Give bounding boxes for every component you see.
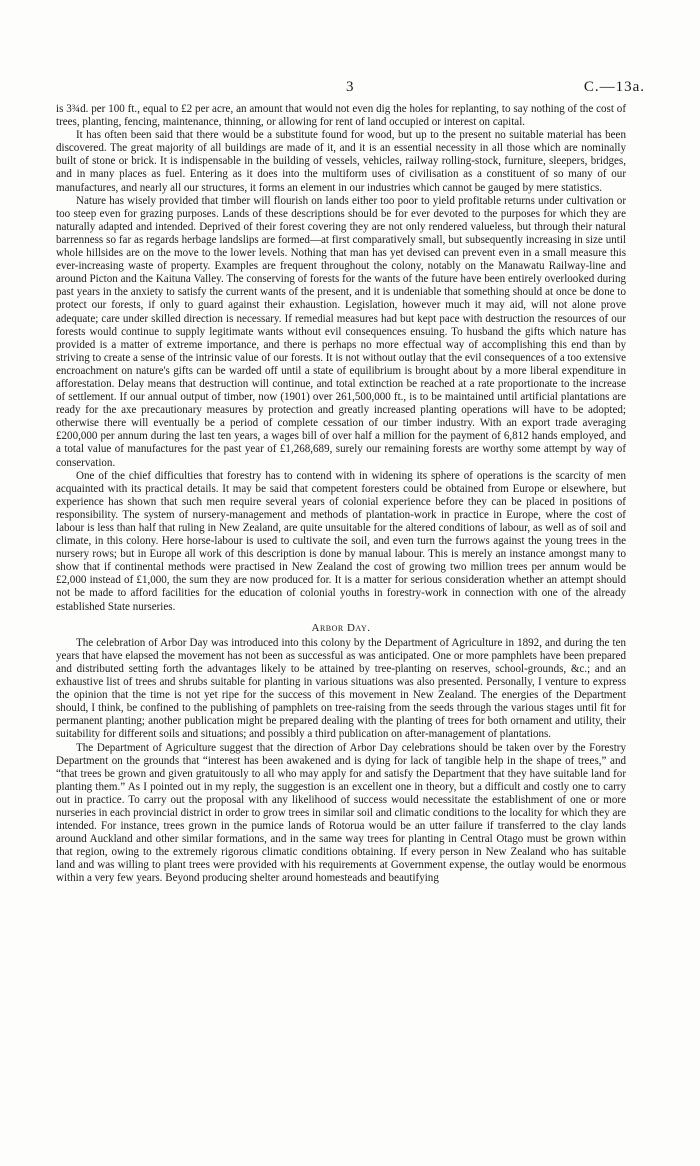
section-heading: Arbor Day. xyxy=(311,621,371,634)
paragraph: The Department of Agriculture suggest that the direction of Arbor Day celebrations should be taken over by the Forestry Department on the grounds that “interest has been awakened and is dying for lack of tangible help in the shape of trees,” and “that trees be grown and given gratuitously to all who may apply for and satisfy the Department that they have suitable land for planting them.” As I pointed out in my reply, the suggestion is an excellent one in theory, but a difficult and costly one to carry out in practice. To carry out the proposal with any likelihood of success would necessitate the establishment of one or more nurseries in each provincial district in order to grow trees in similar soil and climatic conditions to the locality for which they are intended. For instance, trees grown in the pumice lands of Rotorua would be an utter failure if transferred to the clay lands around Auckland and other similar formations, and in the same way trees for planting in Central Otago must be grown within that region, owing to the extremely rigorous climatic conditions obtaining. If every person in New Zealand who has suitable land and was willing to plant trees were provided with his requirements at Government expense, the outlay would be enormous within a very few years. Beyond producing shelter around homesteads and beautifying xyxy=(56,741,626,885)
paragraph: The celebration of Arbor Day was introduced into this colony by the Department of Agriculture in 1892, and during the ten years that have elapsed the movement has not been as successful as was anticipated. One or more pamphlets have been prepared and distributed setting forth the advantages likely to be attained by tree-planting on reserves, school-grounds, &c.; and an exhaustive list of trees and shrubs suitable for planting in various situations was also presented. Personally, I venture to express the opinion that the time is not yet ripe for the success of this movement in New Zealand. The energies of the Department should, I think, be confined to the publishing of pamphlets on tree-raising from the seeds through the various stages until fit for permanent planting; another publication might be prepared dealing with the planting of trees for both ornament and utility, their suitability for different soils and situations; and possibly a third publication on after-management of plantations. xyxy=(56,636,626,741)
body-text xyxy=(56,103,626,886)
page-header xyxy=(0,79,700,99)
paragraph: is 3¾d. per 100 ft., equal to £2 per acre, an amount that would not even dig the holes for replanting, to say nothing of the cost of trees, planting, fencing, maintenance, thinning, or allowing for rent of land occupied or interest on capital. xyxy=(56,103,626,129)
paragraph: Nature has wisely provided that timber will flourish on lands either too poor to yield profitable returns under cultivation or too steep even for grazing purposes. Lands of these descriptions should be for ever devoted to the purposes for which they are naturally adapted and intended. Deprived of their forest covering they are not only rendered valueless, but through their natural barrenness so far as regards herbage landslips are formed—at first comparatively small, but subsequently increasing in size until whole hillsides are on the move to the lower levels. Nothing that man has yet devised can prevent even in a small measure this ever-increasing waste of property. Examples are frequent throughout the colony, notably on the Manawatu Railway-line and around Picton and the Kaituna Valley. The conserving of forests for the wants of the future have been entirely overlooked during past years in the anxiety to satisfy the current wants of the present, and it is undeniable that something should at once be done to protect our forests, if only to guard against their exhaustion. Legislation, however much it may aid, will not alone prove adequate; care under skilled direction is necessary. If remedial measures had but kept pace with destruction the resources of our forests would continue to supply legitimate wants without evil consequences ensuing. To husband the gifts which nature has provided is a matter of extreme importance, and there is perhaps no more effectual way of accomplishing this end than by striving to create a sense of the intrinsic value of our forests. It is not without outlay that the evil consequences of a too extensive encroachment on nature's gifts can be warded off until a state of equilibrium is brought about by a more liberal expenditure in afforestation. Delay means that destruction will continue, and total extinction be reached at a rate proportionate to the increase of settlement. If our annual output of timber, now (1901) over 261,500,000 ft., is to be maintained until artificial plantations are ready for the axe precautionary measures by protection and greatly increased planting operations will have to be adopted; otherwise there will eventually be a period of complete cessation of our timber industry. With an export trade averaging £200,000 per annum during the last ten years, a wages bill of over half a million for the payment of 6,812 hands employed, and a total value of manufactures for the past year of £1,268,689, surely our remaining forests are worthy some attempt by way of conservation. xyxy=(56,194,626,469)
series-code: C.—13a. xyxy=(583,79,645,95)
paragraph: One of the chief difficulties that forestry has to contend with in widening its sphere of operations is the scarcity of men acquainted with its practical details. It may be said that competent foresters could be obtained from Europe or elsewhere, but experience has shown that such men require several years of colonial experience before they can be placed in positions of responsibility. The system of nursery-management and methods of plantation-work in practice in Europe, where the cost of labour is less than half that ruling in New Zealand, are quite unsuitable for the altered conditions of labour, as well as of soil and climate, in this colony. Here horse-labour is used to cultivate the soil, and even turn the furrows against the young trees in the nursery rows; but in Europe all work of this description is done by manual labour. This is merely an instance amongst many to show that if continental methods were practised in New Zealand the cost of growing two million trees per annum would be £2,000 instead of £1,000, the sum they are now produced for. It is a matter for serious consideration whether an attempt should not be made to afford facilities for the education of colonial youths in forestry-work in connection with one of the already established State nurseries. xyxy=(56,469,626,613)
page-number: 3 xyxy=(346,79,354,95)
paragraph: It has often been said that there would be a substitute found for wood, but up to the present no suitable material has been discovered. The great majority of all buildings are made of it, and it is an essential necessity in all those which are nominally built of stone or brick. It is indispensable in the building of vessels, vehicles, railway rolling-stock, furniture, sleepers, bridges, and in many places as fuel. Entering as it does into the multiform uses of civilisation as a constituent of so many of our manufactures, and nearly all our structures, it forms an element in our industries which cannot be gauged by mere statistics. xyxy=(56,129,626,194)
